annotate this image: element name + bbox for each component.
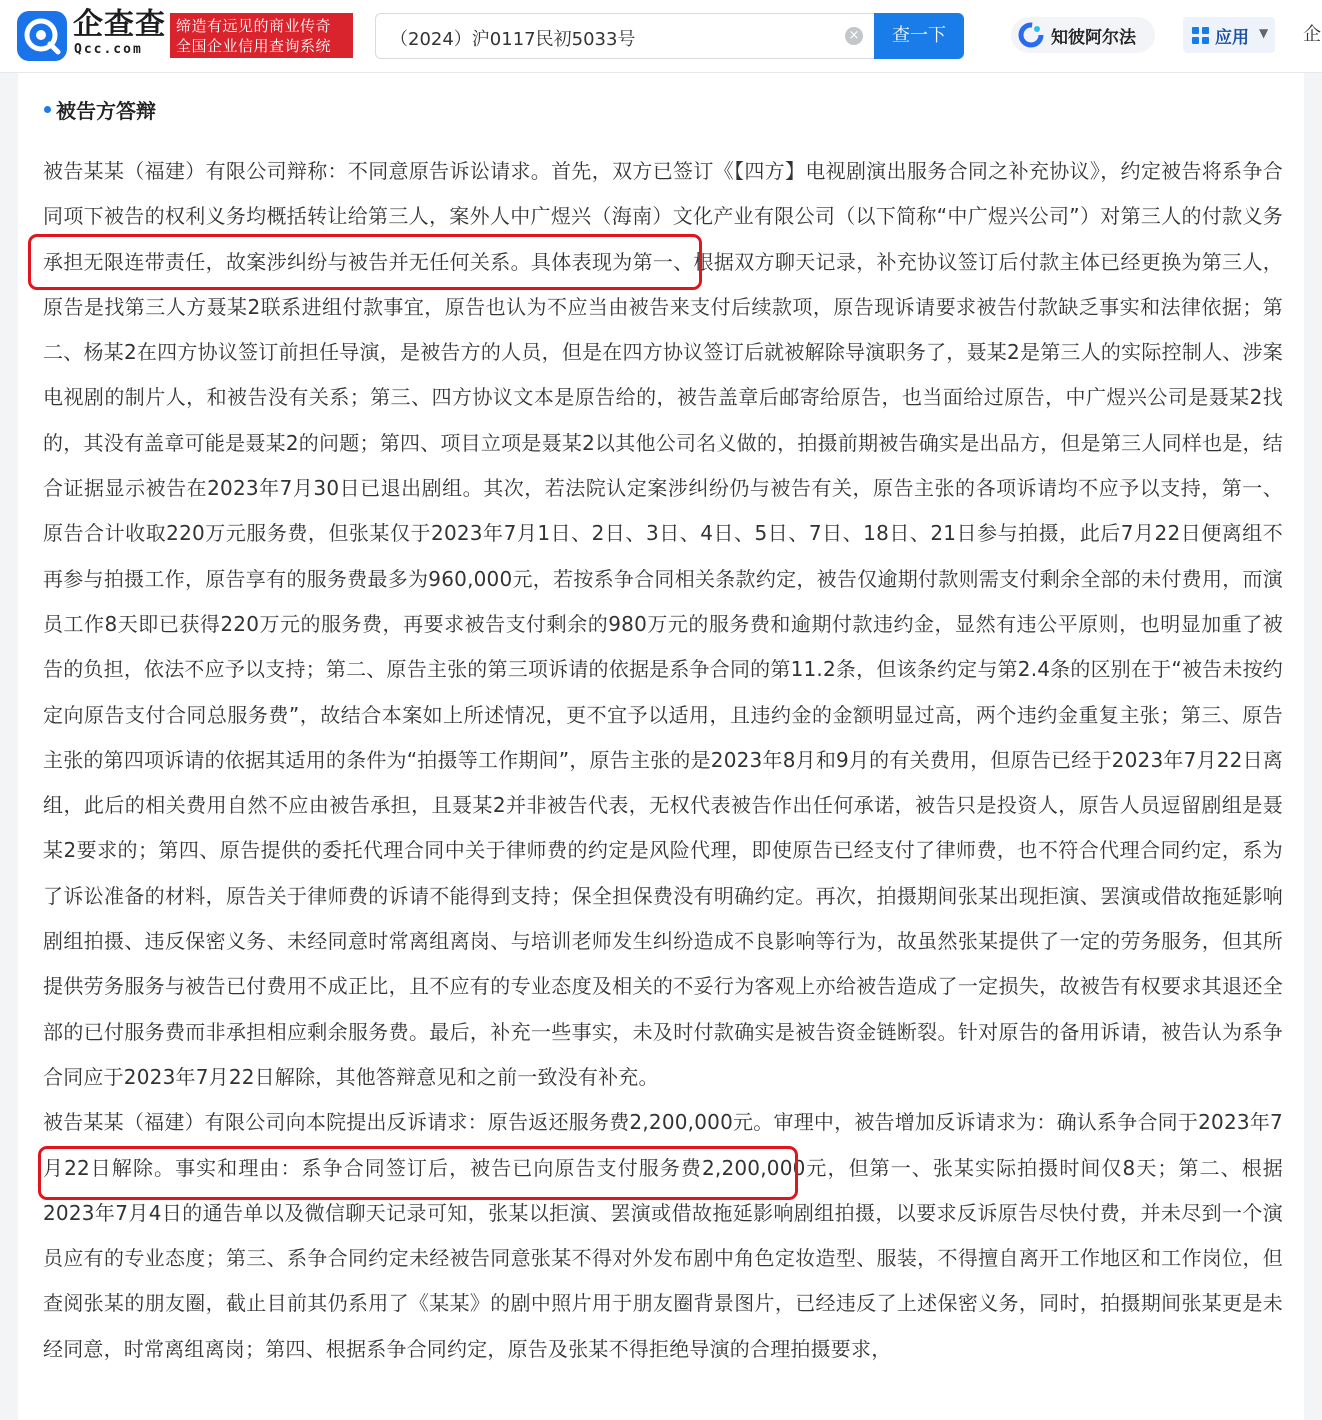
paragraph-defense-part-1: 被告某某（福建）有限公司辩称：不同意原告诉讼请求。首先，双方已签订《【四方】电视剧演出服务合同之补充协议》，约定被告将系争合同项下被告的权利义务均概括转让给第三人，案外人中广煜兴（海南）文化产业有限公司（以下简称“中广煜兴公司”）对第三人的付款义务承担无限连带责任，故案涉纠纷与被告并无任何关系。 [43, 159, 1283, 274]
content-card [18, 73, 1304, 1420]
slogan-line-2: 全国企业信用查询系统 [176, 37, 332, 55]
bullet-dot-icon [44, 106, 51, 113]
logo-text[interactable]: 企查查 [73, 7, 166, 42]
apps-label: 应用 [1215, 28, 1249, 48]
qcc-logo-icon[interactable] [17, 11, 67, 61]
apps-menu-button[interactable] [1183, 17, 1275, 53]
paragraph-counterclaim-part-2: 审理中，被告增加反诉请求为：确认系争合同于2023年7月22日解除。事实和理由：系争合同签订后，被告已向原告支付服务费2,200,000元，但第一、张某实际拍摄时间仅8天；第二、根据2023年7月4日的通告单以及微信聊天记录可知，张某以拒演、罢演或借故拖延影响剧组拍摄，以要求反诉原告尽快付费，并未尽到一个演员应有的专业态度；第三、系争合同约定未经被告同意张某不得对外发布剧中角色定妆造型、服装，不得擅自离开工作地区和工作岗位，但查阅张某的朋友圈，截止目前其仍系用了《某某》的剧中照片用于朋友圈背景图片，已经违反了上述保密义务，同时，拍摄期间张某更是未经同意，时常离组离岗；第四、根据系争合同约定，原告及张某不得拒绝导演的合理拍摄要求， [43, 1110, 1283, 1361]
header-overflow-link[interactable]: 企 [1303, 24, 1321, 45]
apps-grid-icon [1192, 27, 1209, 44]
slogan-line-1: 缔造有远见的商业传奇 [176, 17, 332, 35]
paragraph-counterclaim-part-1: 被告某某（福建）有限公司向本院提出反诉请求：原告返还服务费2,200,000元。 [43, 1110, 774, 1135]
top-navigation-bar [0, 0, 1322, 73]
paragraph-counterclaim [43, 1100, 1283, 1372]
section-title: 被告方答辩 [56, 99, 156, 123]
search-button[interactable]: 查一下 [874, 13, 964, 59]
assistant-logo-icon [1017, 21, 1045, 49]
slogan-banner [170, 13, 353, 58]
assistant-button[interactable] [1011, 17, 1155, 53]
assistant-label: 知彼阿尔法 [1051, 28, 1136, 48]
clear-icon[interactable]: × [845, 27, 863, 45]
paragraph-defense [43, 149, 1283, 1100]
paragraph-defense-part-2: 具体表现为第一、根据双方聊天记录，补充协议签订后付款主体已经更换为第三人，原告是找第三人方聂某2联系进组付款事宜，原告也认为不应当由被告来支付后续款项，原告现诉请要求被告付款缺乏事实和法律依据；第二、杨某2在四方协议签订前担任导演，是被告方的人员，但是在四方协议签订后就被解除导演职务了，聂某2是第三人的实际控制人、涉案电视剧的制片人，和被告没有关系；第三、四方协议文本是原告给的，被告盖章后邮寄给原告，也当面给过原告，中广煜兴公司是聂某2找的，其没有盖章可能是聂某2的问题；第四、项目立项是聂某2以其他公司名义做的，拍摄前期被告确实是出品方，但是第三人同样也是，结合证据显示被告在2023年7月30日已退出剧组。其次，若法院认定案涉纠纷仍与被告有关，原告主张的各项诉请均不应予以支持，第一、原告合计收取220万元服务费，但张某仅于2023年7月1日、2日、3日、4日、5日、7日、18日、21日参与拍摄，此后7月22日便离组不再参与拍摄工作，原告享有的服务费最多为960,000元，若按系争合同相关条款约定，被告仅逾期付款则需支付剩余全部的未付费用，而演员工作8天即已获得220万元的服务费，再要求被告支付剩余的980万元的服务费和逾期付款违约金，显然有违公平原则，也明显加重了被告的负担，依法不应予以支持；第二、原告主张的第三项诉请的依据是系争合同的第11.2条，但该条约定与第2.4条的区别在于“被告未按约定向原告支付合同总服务费”，故结合本案如上所述情况，更不宜予以适用，且违约金的金额明显过高，两个违约金重复主张；第三、原告主张的第四项诉请的依据其适用的条件为“拍摄等工作期间”，原告主张的是2023年8月和9月的有关费用，但原告已经于2023年7月22日离组，此后的相关费用自然不应由被告承担，且聂某2并非被告代表，无权代表被告作出任何承诺，被告只是投资人，原告人员逗留剧组是聂某2要求的；第四、原告提供的委托代理合同中关于律师费的约定是风险代理，即使原告已经支付了律师费，也不符合代理合同约定，系为了诉讼准备的材料，原告关于律师费的诉请不能得到支持；保全担保费没有明确约定。再次，拍摄期间张某出现拒演、罢演或借故拖延影响剧组拍摄、违反保密义务、未经同意时常离组离岗、与培训老师发生纠纷造成不良影响等行为，故虽然张某提供了一定的劳务服务，但其所提供劳务服务与被告已付费用不成正比，且不应有的专业态度及相关的不妥行为客观上亦给被告造成了一定损失，故被告有权要求其退还全部的已付服务费而非承担相应剩余服务费。最后，补充一些事实，未及时付款确实是被告资金链断裂。针对原告的备用诉请，被告认为系争合同应于2023年7月22日解除，其他答辩意见和之前一致没有补充。 [43, 249, 1283, 1089]
logo-domain: Qcc.com [74, 42, 143, 57]
chevron-down-icon: ▼ [1259, 26, 1269, 40]
search-input-value[interactable]: （2024）沪0117民初5033号 [390, 29, 636, 50]
defense-statement [43, 149, 1283, 1372]
search-input[interactable] [375, 13, 875, 59]
